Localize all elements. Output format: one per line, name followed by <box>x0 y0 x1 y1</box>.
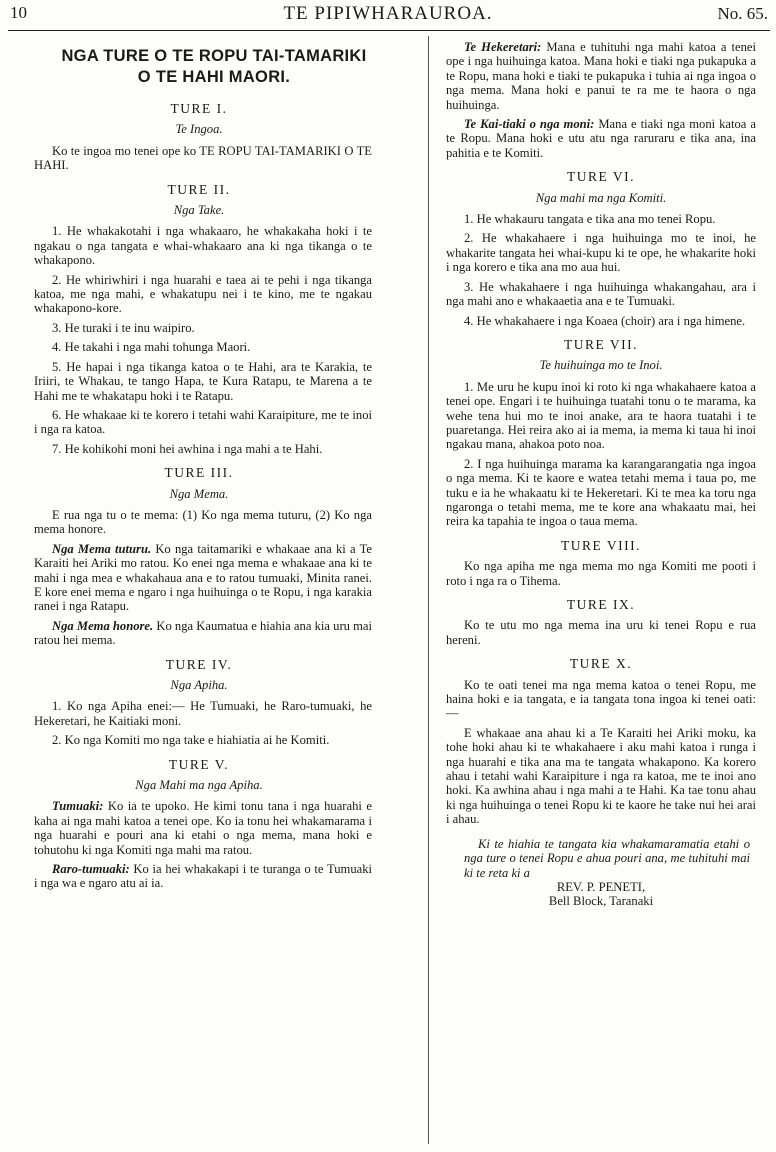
section-subheading: Nga Mahi ma nga Apiha. <box>135 778 263 793</box>
header-rule <box>8 30 770 31</box>
signer-name: REV. P. PENETI, <box>556 879 646 894</box>
paragraph: 5. He hapai i nga tikanga katoa o te Hahi, ara te Karakia, te Iriiri, te Whakau, te tango Hapa, te Kura Ratapu, te Marena a te Hahi me te whakatapu hoki i te Ratapu. <box>34 359 372 403</box>
paragraph: Ko te utu mo nga mema ina uru ki tenei Ropu e rua hereni. <box>446 618 756 647</box>
paragraph <box>10 862 418 891</box>
issue-number: No. 65. <box>717 4 768 23</box>
section-heading: TURE VIII. <box>561 537 641 553</box>
masthead: TE PIPIWHARAUROA. <box>283 3 493 24</box>
paragraph-lead: Te Hekeretari: <box>464 40 542 54</box>
section-subheading: Te Ingoa. <box>175 122 223 137</box>
paragraph: 1. Ko nga Apiha enei:— He Tumuaki, he Raro-tumuaki, he Hekeretari, he Kaitiaki moni. <box>34 699 372 728</box>
left-column <box>10 46 418 896</box>
article-title-line1: NGA TURE O TE ROPU TAI-TAMARIKI <box>61 47 367 65</box>
paragraph: 4. He takahi i nga mahi tohunga Maori. <box>52 340 251 355</box>
section-heading: TURE I. <box>170 101 228 116</box>
closing-note <box>442 837 760 909</box>
paragraph: 7. He kohikohi moni hei awhina i nga mahi a te Hahi. <box>52 441 323 456</box>
paragraph <box>442 40 760 112</box>
article-title-line2: O TE HAHI MAORI. <box>137 68 291 86</box>
section-subheading: Nga Mema. <box>169 486 229 501</box>
paragraph: Ko nga apiha me nga mema mo nga Komiti me pooti i roto i nga ra o Tihema. <box>446 559 756 588</box>
section-heading: TURE X. <box>569 656 633 672</box>
paragraph: E rua nga tu o te mema: (1) Ko nga mema tuturu, (2) Ko nga mema honore. <box>34 507 372 537</box>
section-heading: TURE V. <box>168 756 230 772</box>
paragraph: 2. He whiriwhiri i nga huarahi e taea ai te pehi i nga tikanga katoa, me nga mahi, e whakatupu nei i te kino, me te ngakau whakapono-kore. <box>34 272 372 316</box>
signer-address: Bell Block, Taranaki <box>548 894 654 909</box>
page-header <box>0 0 776 36</box>
paragraph <box>442 117 760 160</box>
section-subheading: Nga mahi ma nga Komiti. <box>535 190 667 205</box>
section-heading: TURE II. <box>167 181 231 197</box>
paragraph: 3. He turaki i te inu waipiro. <box>52 320 195 335</box>
section-heading: TURE IV. <box>165 656 233 672</box>
paragraph-lead: Te Kai-tiaki o nga moni: <box>464 117 595 132</box>
paragraph: 2. He whakahaere i nga huihuinga mo te inoi, he whakarite tangata hei whai-kupu ki te ope, he whakarite hoki i nga korero e tika ana mo aua hui. <box>446 231 756 275</box>
paragraph-lead: Tumuaki: <box>52 799 104 814</box>
paragraph: 2. I nga huihuinga marama ka karangarangatia nga ingoa o nga mema. Ki te kaore e watea tetahi mema i taua po, me tuku e ia he whakaatu ki te Hekeretari. Ki te mea ka toru nga ngaronga o tetahi mema, me te kore ana whakaatu mai, hei reira ka tapahia te ingoa o taua mema. <box>446 456 756 529</box>
article-title <box>10 46 418 88</box>
paragraph: 6. He whakaae ki te korero i tetahi wahi Karaipiture, me te inoi i nga ra katoa. <box>34 407 372 437</box>
paragraph-text: Ko nga Kaumatua e hiahia ana kia uru mai ratou hei mema. <box>34 618 372 648</box>
paragraph: 1. He whakauru tangata e tika ana mo tenei Ropu. <box>464 212 716 227</box>
section-heading: TURE VI. <box>567 169 635 185</box>
right-column <box>442 40 760 909</box>
section-subheading: Nga Take. <box>173 203 225 218</box>
page-number: 10 <box>10 3 27 22</box>
paragraph-text: Mana e tiaki nga moni katoa a te Ropu. Mana hoki e utu atu nga raruraru e tika ana, ina pahitia e te Komiti. <box>446 117 756 160</box>
paragraph <box>10 799 418 857</box>
paragraph-lead: Nga Mema tuturu. <box>52 541 152 556</box>
paragraph: Ko te oati tenei ma nga mema katoa o tenei Ropu, me haina hoki e ia tangata, e ia tangata tona ingoa ki tenei oati:— <box>446 677 756 721</box>
paragraph: 2. Ko nga Komiti mo nga take e hiahiatia ai he Komiti. <box>52 733 330 748</box>
paragraph: 4. He whakahaere i nga Koaea (choir) ara i nga himene. <box>464 313 746 328</box>
paragraph-text: Ko nga taitamariki e whakaae ana ki a Te Karaiti hei Ariki mo ratou. Ko enei nga mema e whakaae ana ki te mahi i nga mea e whakahaua ana e to ratou tumuaki, Minita ranei. E kore enei mema e ngaro i nga huihuinga o te Ropu, i nga karakia ranei i nga Ratapu. <box>34 541 372 614</box>
paragraph-text: Mana e tuhituhi nga mahi katoa a tenei ope i nga huihuinga katoa. Mana hoki e tiaki nga pukapuka a te Ropu, mana hoki e tiaki te pukapuka i tuhia ai nga ingoa o nga mema. Mana hoki e panui te ra me te haora o nga huihuinga. <box>446 40 756 112</box>
section-heading: TURE IX. <box>566 597 636 612</box>
paragraph-lead: Nga Mema honore. <box>52 618 154 633</box>
paragraph-lead: Raro-tumuaki: <box>52 862 130 877</box>
closing-text: Ki te hiahia te tangata kia whakamaramatia etahi o nga ture o tenei Ropu e ahua pouri ana, me tuhituhi mai ki te reta ki a <box>464 836 750 880</box>
paragraph <box>10 542 418 614</box>
paragraph: 1. Me uru he kupu inoi ki roto ki nga whakahaere katoa a tenei ope. Engari i te huihuinga tuatahi tonu o te marama, ka wehe tena hui mo te inoi anake, ara te haora tuatahi i te puaretanga. Hei reira ako ai ia mema, ia mema ki taua hi inoi ngakau mana, ahakoa poto noa. <box>446 379 756 452</box>
section-subheading: Nga Apiha. <box>170 678 228 692</box>
section-heading: TURE VII. <box>564 336 638 352</box>
paragraph: E whakaae ana ahau ki a Te Karaiti hei Ariki moku, ka tohe hoki ahau ki te whakahaere i aku mahi katoa i runga i nga huarahi e tika ana ma te tangata whakapono. Ka korero ahau i tetahi wahi Karaipiture i nga ra katoa, me te inoi ano hoki. Ka awhina ahau i nga mahi a te Hahi. Ka tae tonu ahau ki nga huihuinga o tenei Ropu ki te kaore he take nui hei arai i ahau. <box>446 725 756 827</box>
paragraph: 3. He whakahaere i nga huihuinga whakangahau, ara i nga mahi ano e whakaaetia ana e te Tumuaki. <box>446 279 756 309</box>
paragraph-text: Ko ia hei whakakapi i te turanga o te Tumuaki i nga wa e ngaro atu ai ia. <box>34 862 372 891</box>
section-subheading: Te huihuinga mo te Inoi. <box>539 358 663 373</box>
paragraph: 1. He whakakotahi i nga whakaaro, he whakakaha hoki i te ngakau o nga tangata e whai-whakaaro ana ki nga tikanga o te whakapono. <box>34 224 372 268</box>
paragraph: Ko te ingoa mo tenei ope ko TE ROPU TAI-TAMARIKI O TE HAHI. <box>34 143 372 173</box>
paragraph <box>10 619 418 648</box>
column-divider <box>428 36 429 1144</box>
paragraph-text: Ko ia te upoko. He kimi tonu tana i nga huarahi e kaha ai nga mahi katoa a tenei ope. Ko ia tonu hei whakamarama i nga huarahi e pouri ana ki etahi o nga mema, mana hoki e tohutohu ki nga Komiti nga mahi ma ratou. <box>34 799 372 857</box>
section-heading: TURE III. <box>164 465 234 481</box>
